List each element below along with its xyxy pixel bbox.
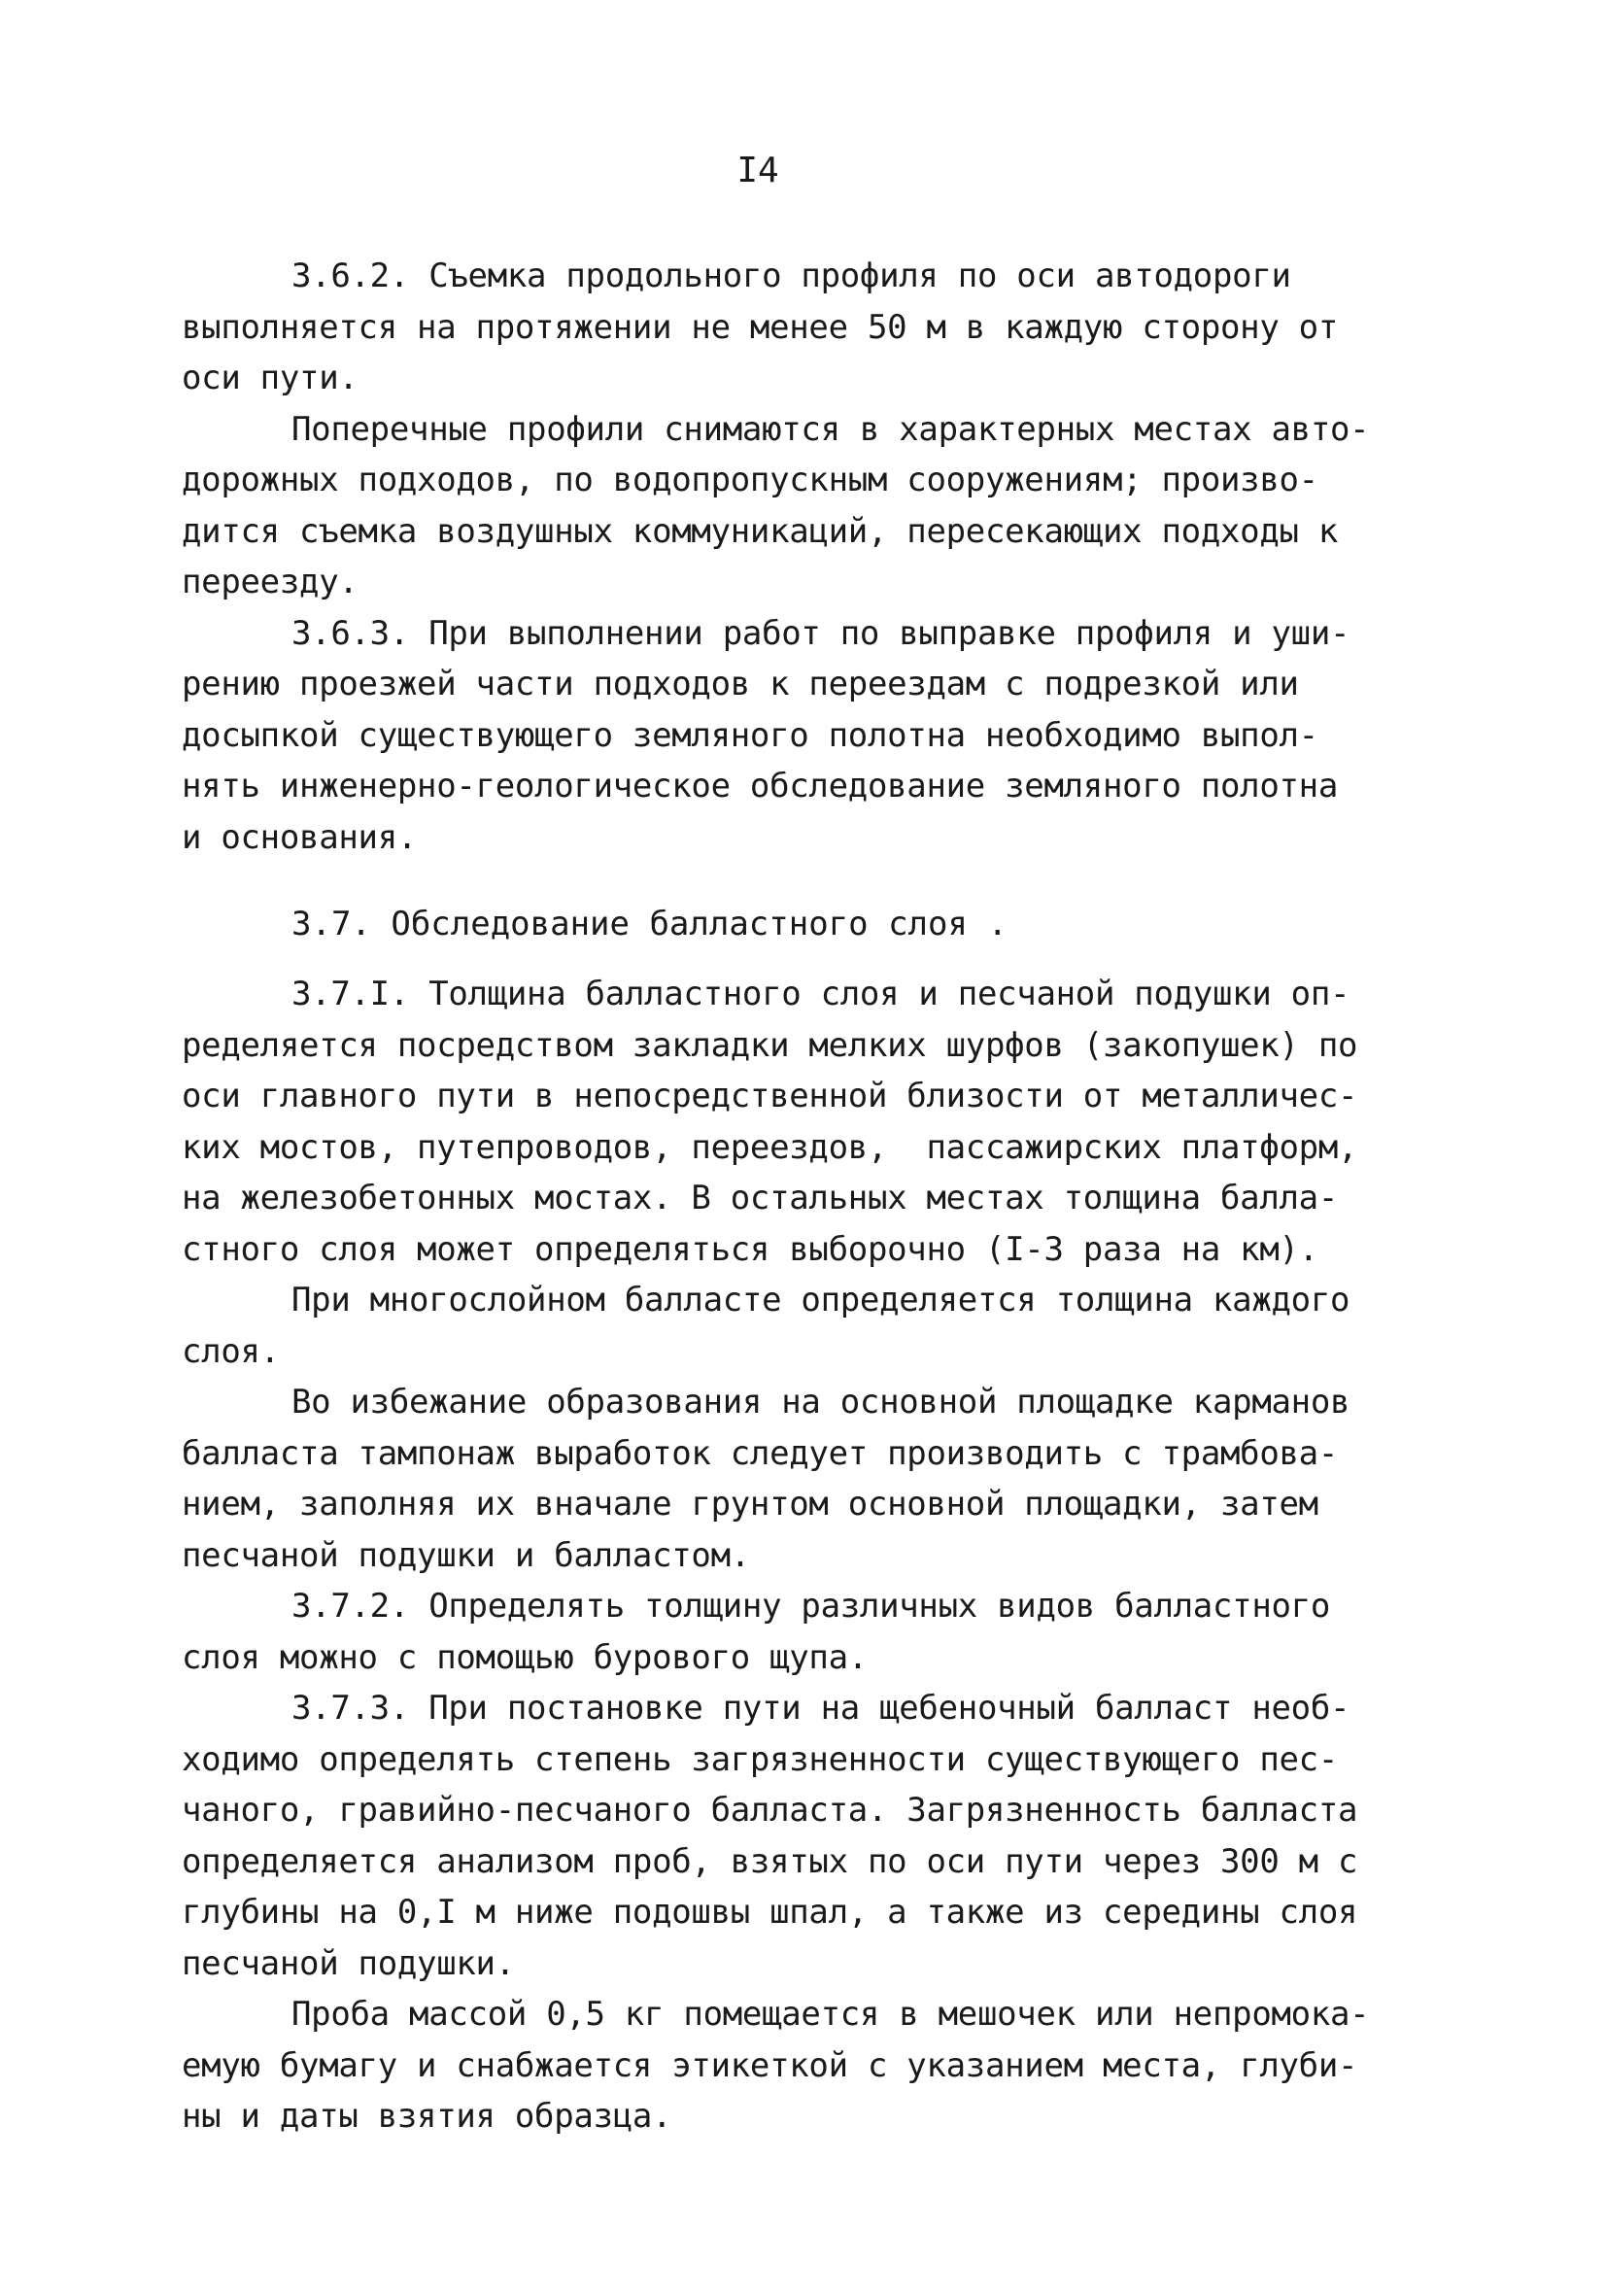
text-line: выполняется на протяжении не менее 50 м в каждую сторону от — [182, 307, 1339, 347]
text-line: ределяется посредством закладки мелких шурфов (закопушек) по — [182, 1025, 1358, 1065]
text-line: на железобетонных мостах. В остальных местах толщина балла- — [182, 1179, 1339, 1217]
text-line: глубины на 0,I м ниже подошвы шпал, а также из середины слоя — [182, 1893, 1358, 1932]
text-line: слоя можно с помощью бурового щупа. — [182, 1637, 868, 1677]
text-line: При многослойном балласте определяется толщина каждого — [291, 1281, 1350, 1319]
text-line: и основания. — [182, 817, 418, 857]
text-line: песчаной подушки и балластом. — [182, 1535, 750, 1575]
text-line: 3.7.3. При постановке пути на щебеночный балласт необ- — [291, 1689, 1350, 1728]
text-line: рению проезжей части подходов к переездам с подрезкой или — [182, 665, 1299, 703]
text-line: досыпкой существующего земляного полотна необходимо выпол- — [182, 715, 1318, 755]
text-line: дорожных подходов, по водопропускным сооружениям; произво- — [182, 461, 1318, 499]
text-line: оси главного пути в непосредственной близости от металличес- — [182, 1077, 1358, 1115]
section-heading-3-7: 3.7. Обследование балластного слоя . — [291, 905, 1008, 943]
text-line: 3.6.2. Съемка продольного профиля по оси автодороги — [291, 257, 1291, 295]
text-line: емую бумагу и снабжается этикеткой с указанием места, глуби- — [182, 2045, 1358, 2085]
text-line: 3.7.I. Толщина балластного слоя и песчаной подушки оп- — [291, 975, 1350, 1013]
text-line: дится съемка воздушных коммуникаций, пересекающих подходы к — [182, 511, 1339, 551]
text-line: определяется анализом проб, взятых по оси пути через 300 м с — [182, 1841, 1358, 1881]
text-line: Поперечные профили снимаются в характерных местах авто- — [291, 409, 1370, 449]
text-line: слоя. — [182, 1331, 280, 1371]
text-line: чаного, гравийно-песчаного балласта. Загрязненность балласта — [182, 1791, 1358, 1830]
text-line: оси пути. — [182, 359, 359, 397]
text-line: стного слоя может определяться выборочно (I-3 раза на км). — [182, 1229, 1318, 1269]
text-line: ны и даты взятия образца. — [182, 2097, 672, 2136]
text-line: 3.7.2. Определять толщину различных видов балластного — [291, 1587, 1330, 1626]
text-line: нием, заполняя их вначале грунтом основной площадки, затем — [182, 1485, 1318, 1524]
text-line: ких мостов, путепроводов, переездов, пассажирских платформ, — [182, 1127, 1358, 1167]
text-line: песчаной подушки. — [182, 1943, 515, 1983]
text-line: нять инженерно-геологическое обследование земляного полотна — [182, 767, 1339, 805]
page-number: I4 — [736, 151, 779, 190]
text-line: Проба массой 0,5 кг помещается в мешочек или непромока- — [291, 1995, 1370, 2034]
text-line: переезду. — [182, 563, 359, 601]
text-line: Во избежание образования на основной площадке карманов — [291, 1383, 1350, 1422]
text-line: балласта тампонаж выработок следует производить с трамбова- — [182, 1433, 1339, 1473]
text-line: 3.6.3. При выполнении работ по выправке профиля и уши- — [291, 613, 1350, 653]
text-line: ходимо определять степень загрязненности существующего пес- — [182, 1739, 1339, 1779]
